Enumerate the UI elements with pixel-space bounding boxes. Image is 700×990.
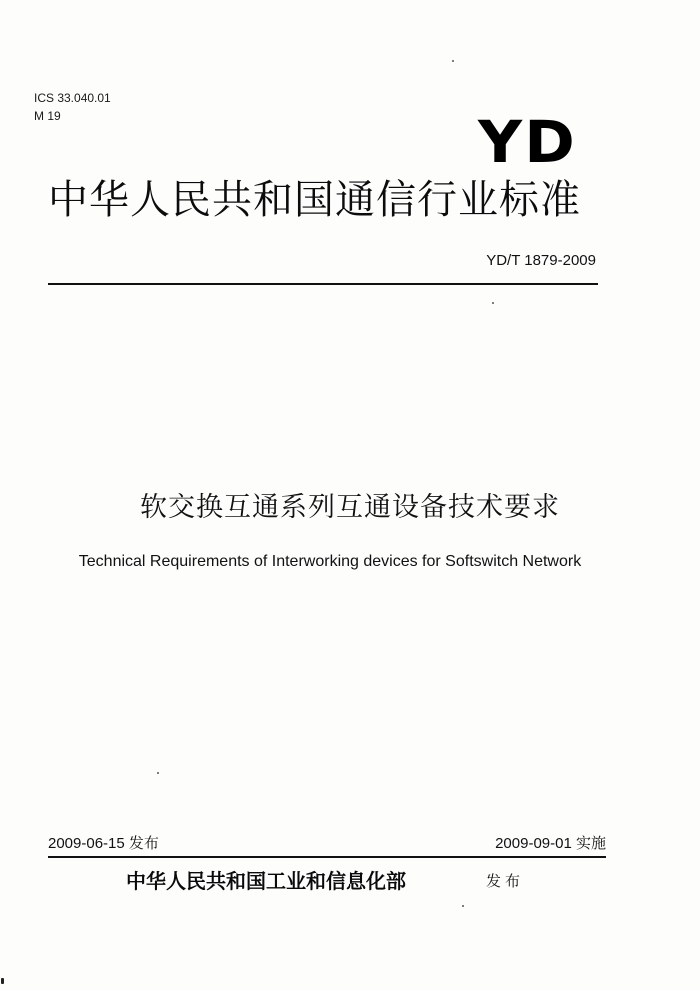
- footer-divider: [48, 856, 606, 858]
- publisher-name: 中华人民共和国工业和信息化部: [126, 869, 406, 893]
- header-divider: [48, 283, 598, 285]
- issuer-heading: 中华人民共和国通信行业标准: [48, 177, 581, 223]
- scan-speck: [1, 978, 4, 984]
- scan-speck: [492, 302, 494, 304]
- issue-date: 2009-06-15 发布: [48, 835, 159, 852]
- ics-code: ICS 33.040.01: [34, 91, 111, 105]
- document-title-english: Technical Requirements of Interworking devices for Softswitch Network: [78, 553, 582, 570]
- standard-number: YD/T 1879-2009: [486, 252, 596, 269]
- publish-label: 发布: [486, 872, 525, 890]
- scan-speck: [462, 905, 464, 907]
- document-title-chinese: 软交换互通系列互通设备技术要求: [140, 492, 560, 523]
- ccs-code: M 19: [34, 109, 61, 123]
- yd-logo: YD: [478, 108, 577, 176]
- implementation-date: 2009-09-01 实施: [495, 835, 606, 852]
- scan-speck: [452, 60, 454, 62]
- scan-speck: [157, 772, 159, 774]
